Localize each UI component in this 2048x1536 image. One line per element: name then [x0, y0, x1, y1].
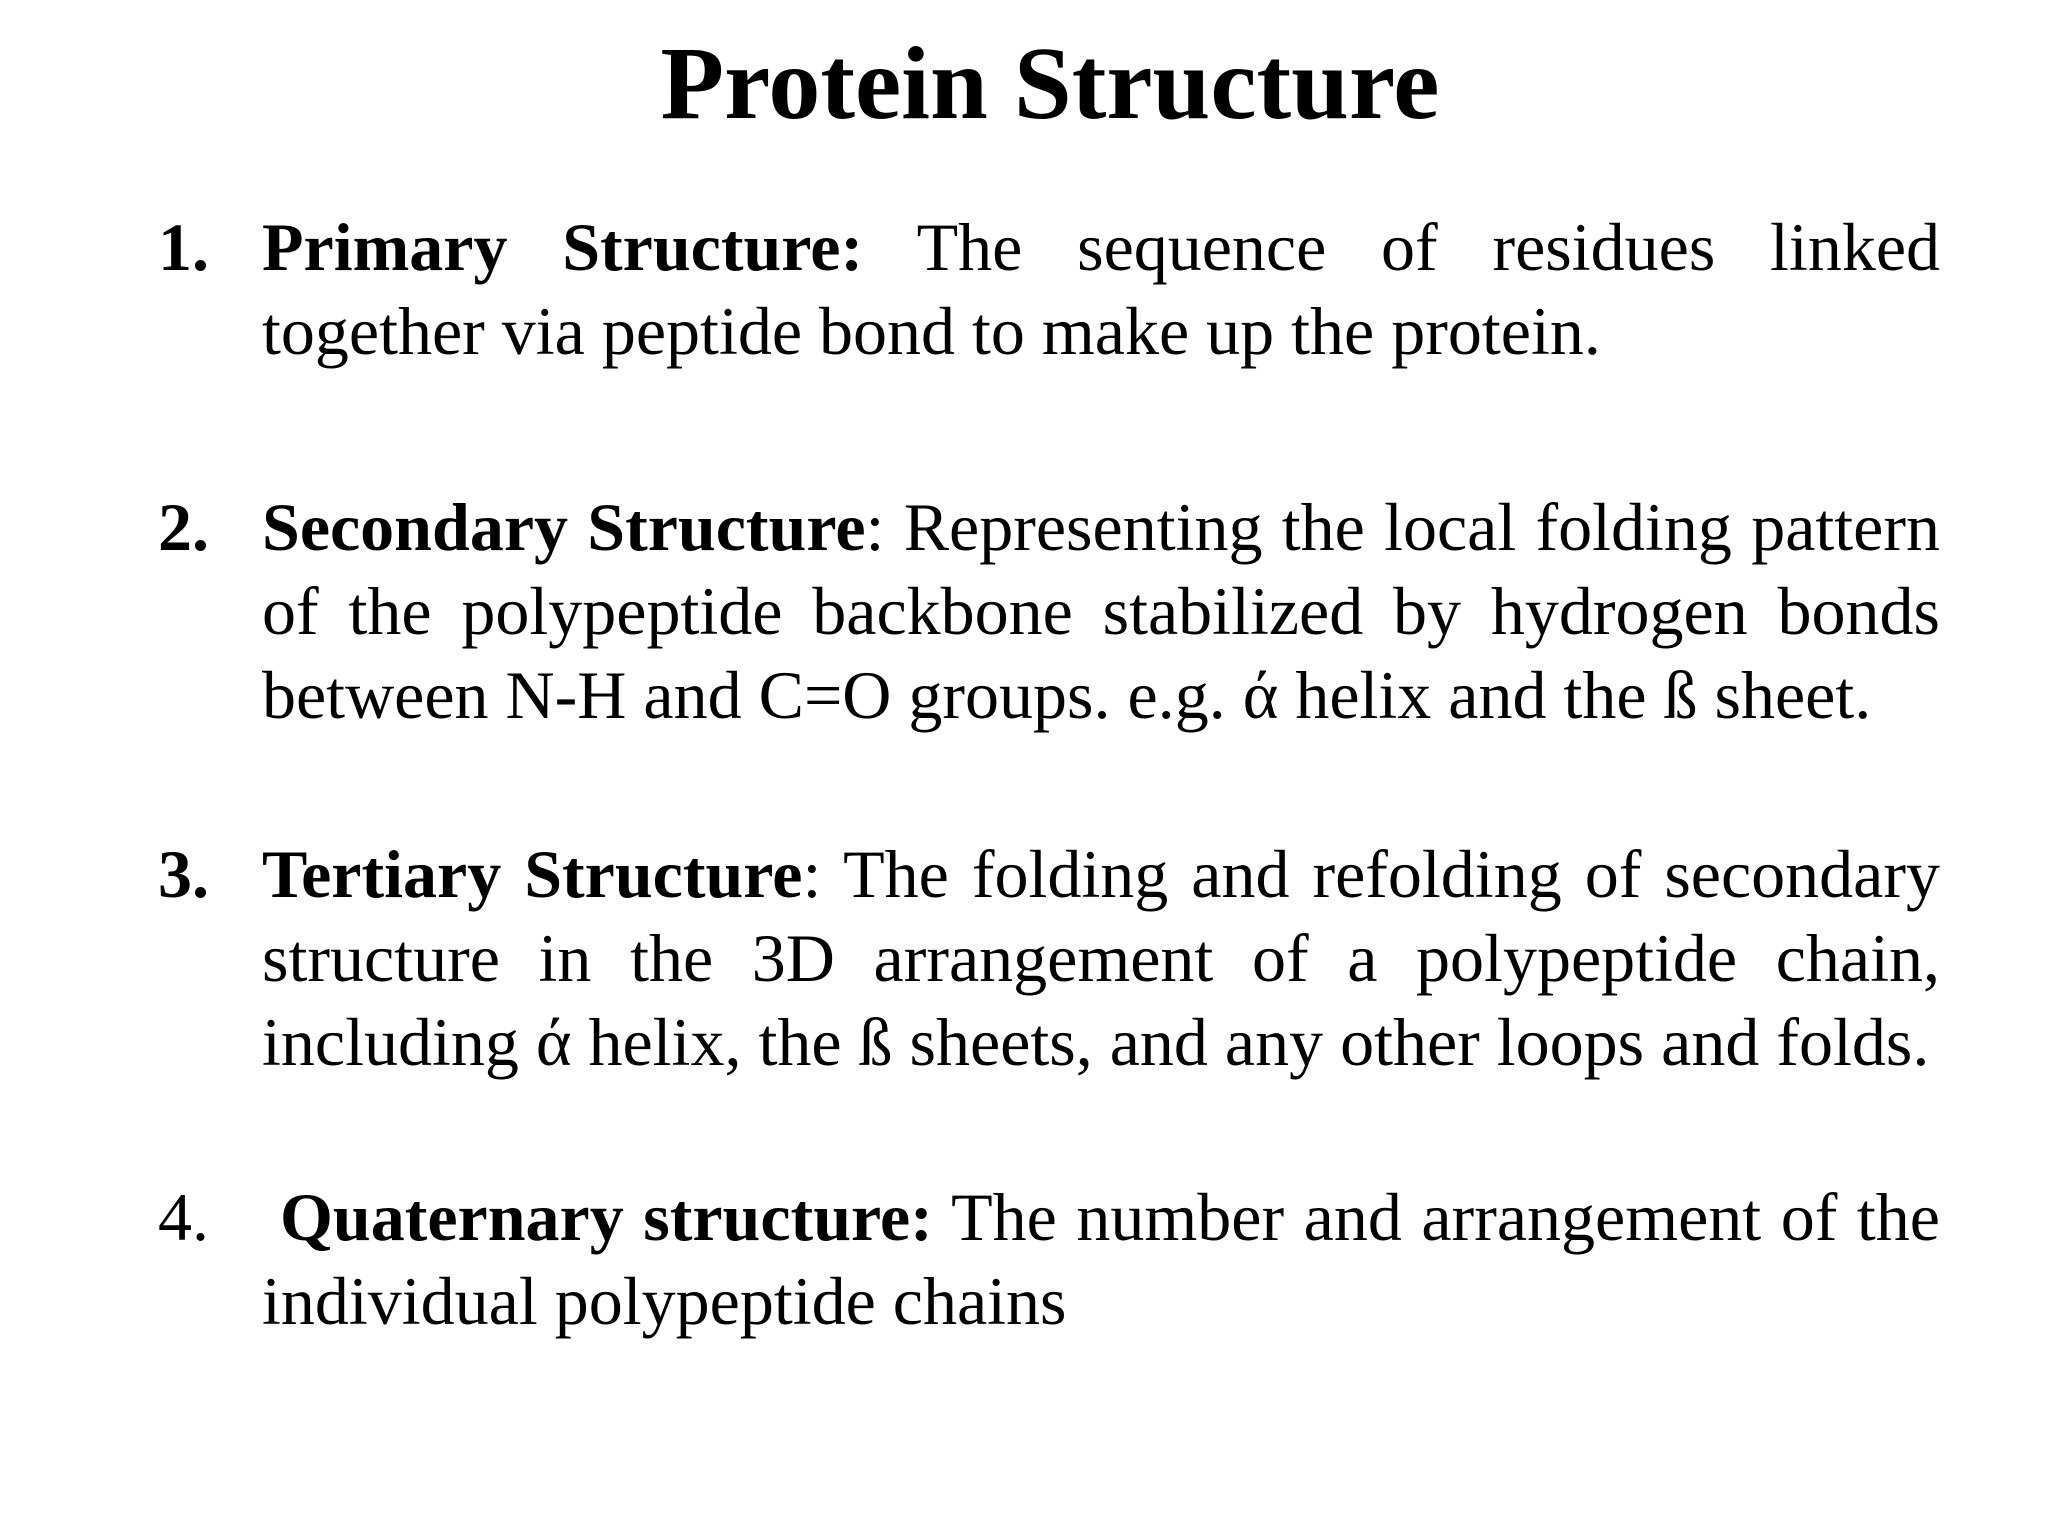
list-item-number: 4.: [158, 1179, 209, 1255]
list-item-description: The folding and refolding of secondary structure in the 3D arrangement of a polypeptide chain, including ά helix, the ß sheets, and any other loops and folds.: [262, 836, 1940, 1080]
list-item-number: 2.: [158, 489, 209, 565]
list-item-term: Primary Structure:: [262, 209, 864, 285]
list-item-description: The number and arrangement of the individual polypeptide chains: [262, 1179, 1940, 1339]
list-item-body: [262, 1175, 1940, 1343]
list-item-body: [262, 205, 1940, 373]
list-item-term: Quaternary structure:: [280, 1179, 933, 1255]
list-item-body: [262, 832, 1940, 1084]
list-item-tertiary-structure: [158, 832, 1940, 1084]
list-item-primary-structure: [158, 205, 1940, 373]
list-item-number: 1.: [158, 209, 209, 285]
list-item-secondary-structure: [158, 485, 1940, 737]
list-item-description: Representing the local folding pattern of the polypeptide backbone stabilized by hydrogen bonds between N-H and C=O groups. e.g. ά helix and the ß sheet.: [262, 489, 1940, 733]
list-item-separator: :: [802, 836, 822, 912]
page-title: Protein Structure: [660, 26, 1440, 141]
list-item-description: The sequence of residues linked together via peptide bond to make up the protein.: [262, 209, 1940, 369]
list-item-term: Secondary Structure: [262, 489, 866, 565]
list-item-quaternary-structure: [158, 1175, 1940, 1343]
list-item-separator: :: [865, 489, 885, 565]
list-item-number: 3.: [158, 836, 209, 912]
list-item-body: [262, 485, 1940, 737]
list-item-term: Tertiary Structure: [262, 836, 803, 912]
